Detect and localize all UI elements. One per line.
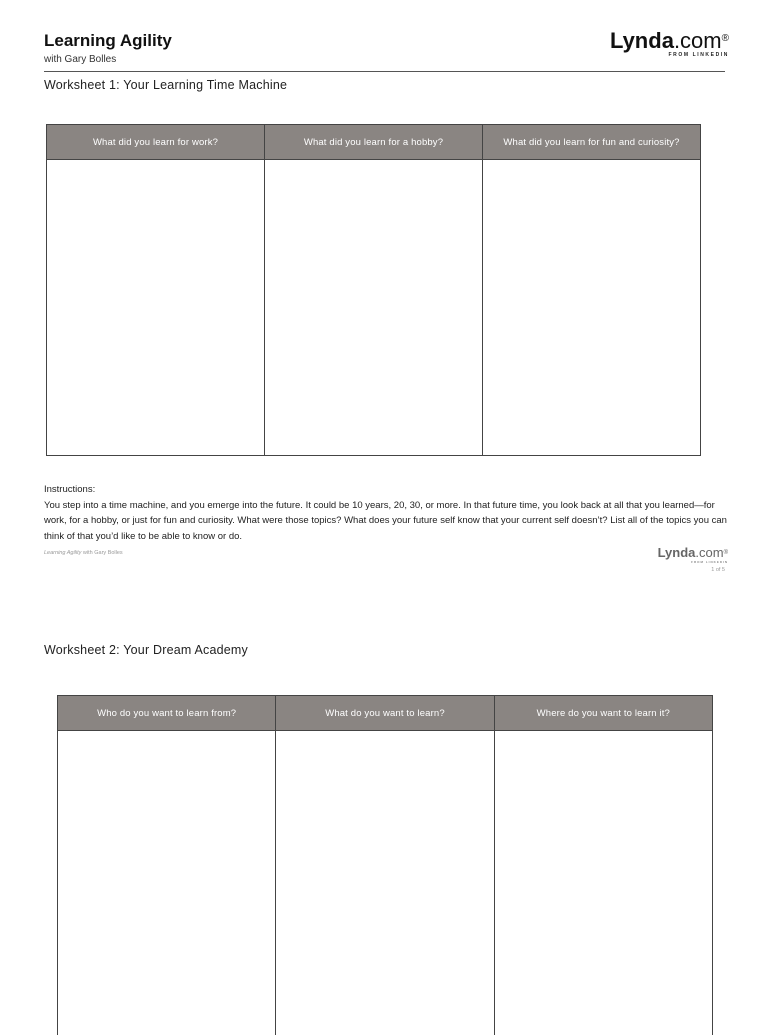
column-header: Who do you want to learn from?: [58, 696, 275, 731]
worksheet2-column-where: [495, 696, 712, 1035]
worksheet2-table: [57, 695, 713, 1035]
column-header: What did you learn for fun and curiosity?: [483, 125, 700, 160]
worksheet1-title: Worksheet 1: Your Learning Time Machine: [44, 78, 288, 92]
footer-course: [44, 550, 123, 556]
logo-registered-mark: ®: [721, 33, 729, 44]
writing-area[interactable]: [276, 731, 493, 1035]
column-header: What did you learn for work?: [47, 125, 264, 160]
writing-area[interactable]: [58, 731, 275, 1035]
column-header: Where do you want to learn it?: [495, 696, 712, 731]
footer-logo-brand: Lynda: [657, 545, 696, 560]
page-number: 1 of 5: [711, 567, 725, 573]
logo-brand: Lynda: [609, 28, 674, 53]
instructions-label: Instructions:: [44, 484, 96, 495]
writing-area[interactable]: [483, 160, 700, 455]
column-header: What do you want to learn?: [276, 696, 493, 731]
instructions-text: You step into a time machine, and you emerge into the future. It could be 10 years, 20, 30, or more. In that future time, you look back at all that you learned—for work, for a hobby, or just for fun and curiosity. What were those topics? What does your future self know that your current self doesn’t? List all of the topics you can think of that you’d like to be able to know or do.: [44, 499, 727, 542]
logo-tagline: FROM LINKEDIN: [668, 52, 729, 58]
worksheet1-column-hobby: [265, 125, 483, 455]
footer-lynda-logo: [658, 546, 728, 564]
worksheet2-column-who: [58, 696, 276, 1035]
course-subtitle: with Gary Bolles: [44, 54, 117, 65]
worksheet1-column-fun: [483, 125, 700, 455]
footer-course-with: with Gary Bolles: [81, 550, 123, 556]
writing-area[interactable]: [265, 160, 482, 455]
footer-logo-tld: .com: [695, 545, 724, 560]
header-divider: [44, 71, 725, 72]
column-header: What did you learn for a hobby?: [265, 125, 482, 160]
worksheet1-table: [46, 124, 701, 456]
footer-logo-tagline: FROM LINKEDIN: [691, 560, 728, 564]
lynda-logo: [610, 29, 729, 58]
worksheet2-title: Worksheet 2: Your Dream Academy: [44, 643, 248, 657]
footer-course-name: Learning Agility: [44, 550, 82, 556]
footer-logo-registered-mark: ®: [723, 550, 728, 556]
worksheet1-column-work: [47, 125, 265, 455]
worksheet2-column-what: [276, 696, 494, 1035]
course-title: Learning Agility: [44, 31, 172, 50]
instructions: [44, 482, 734, 544]
logo-tld: .com: [673, 28, 722, 53]
writing-area[interactable]: [495, 731, 712, 1035]
writing-area[interactable]: [47, 160, 264, 455]
